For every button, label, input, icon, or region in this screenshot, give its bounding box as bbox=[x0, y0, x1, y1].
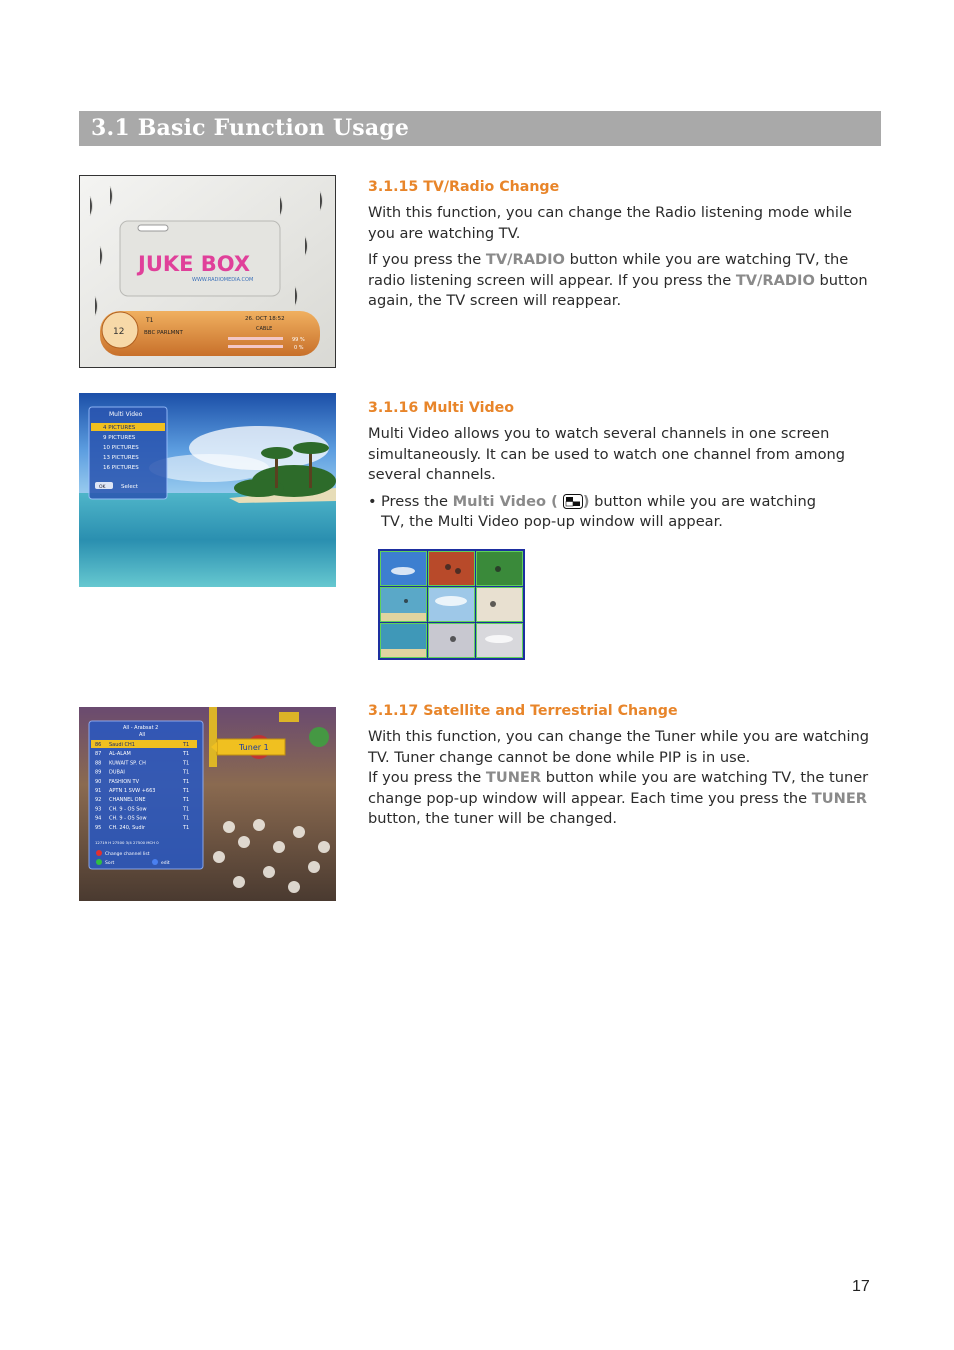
svg-text:edit: edit bbox=[161, 861, 170, 866]
paragraph: If you press the TUNER button while you are watching TV, the tuner change pop-up window will appear. Each time you press the TUNER button, the tuner will be changed. bbox=[368, 769, 869, 827]
channel-name: AL-ALAM bbox=[109, 751, 131, 758]
svg-text:Tuner 1: Tuner 1 bbox=[239, 743, 269, 752]
blue-key-icon bbox=[152, 859, 158, 865]
svg-text:OK: OK bbox=[99, 485, 106, 490]
channel-name: CH. 9 - OS Sow bbox=[109, 806, 147, 813]
section-tv-radio-change bbox=[368, 177, 880, 318]
channel-name: Saudi CH1 bbox=[109, 742, 135, 748]
multi-video-option: 10 PICTURES bbox=[103, 445, 139, 451]
jukebox-screenshot bbox=[79, 175, 336, 368]
channel-tag: T1 bbox=[183, 751, 190, 758]
multi-video-menu-screenshot bbox=[79, 393, 336, 587]
channel-tag: T1 bbox=[183, 806, 190, 813]
multi-video-title: Multi Video bbox=[109, 411, 143, 418]
channel-number: 86 bbox=[95, 742, 102, 748]
channel-number: 91 bbox=[95, 788, 102, 794]
paragraph: With this function, you can change the Radio listening mode while you are watching TV. bbox=[368, 204, 852, 242]
channel-tag: T1 bbox=[183, 815, 190, 822]
tuner-change-screenshot bbox=[79, 707, 336, 901]
svg-text:Select: Select bbox=[121, 484, 138, 490]
section-satellite-terrestrial-change bbox=[368, 701, 880, 836]
subsection-heading: 3.1.15 TV/Radio Change bbox=[368, 179, 560, 195]
page-number: 17 bbox=[852, 1278, 870, 1295]
channel-highlight bbox=[91, 740, 197, 748]
tv-radio-keyword: TV/RADIO bbox=[735, 271, 815, 289]
svg-text:12719 H 27500 3/4 27500 MCH 0: 12719 H 27500 3/4 27500 MCH 0 bbox=[95, 840, 159, 845]
subsection-heading: 3.1.17 Satellite and Terrestrial Change bbox=[368, 703, 678, 719]
bullet-item: • Press the Multi Video ( ) button while you are watching TV, the Multi Video pop-up window will appear. bbox=[368, 492, 880, 533]
red-key-icon bbox=[96, 850, 102, 856]
channel-number: 92 bbox=[95, 797, 102, 804]
channel-tag: T1 bbox=[183, 788, 190, 794]
section-multi-video bbox=[368, 398, 880, 533]
channel-tag: T1 bbox=[183, 742, 190, 748]
channel-name: DUBAI bbox=[109, 769, 125, 776]
svg-text:WWW.RADIOMEDIA.COM: WWW.RADIOMEDIA.COM bbox=[192, 277, 254, 283]
multi-video-option: 9 PICTURES bbox=[103, 435, 136, 441]
multi-video-grid-screenshot bbox=[378, 549, 525, 660]
section-title: 3.1 Basic Function Usage bbox=[91, 115, 410, 141]
svg-text:99 %: 99 % bbox=[292, 337, 305, 343]
channel-number: 93 bbox=[95, 806, 102, 813]
bullet-dot: • bbox=[368, 492, 377, 510]
channel-number: 95 bbox=[95, 824, 102, 831]
svg-text:CABLE: CABLE bbox=[256, 326, 273, 332]
channel-name: CH. 240, Sudir bbox=[109, 824, 146, 831]
svg-text:26. OCT 18:52: 26. OCT 18:52 bbox=[245, 316, 285, 322]
channel-tag: T1 bbox=[183, 760, 190, 767]
channel-number: 88 bbox=[95, 760, 102, 767]
multi-video-option: 13 PICTURES bbox=[103, 455, 139, 461]
channel-list-title: All - Arabsat 2 bbox=[123, 725, 159, 731]
multi-video-option: 16 PICTURES bbox=[103, 465, 139, 471]
channel-name: APTN 1 SVW +663 bbox=[109, 788, 156, 794]
paragraph: If you press the TV/RADIO button while you are watching TV, the radio listening screen will appear. If you press the TV/RADIO button again, the TV screen will reappear. bbox=[368, 251, 868, 309]
channel-number: 89 bbox=[95, 769, 102, 776]
paragraph: Multi Video allows you to watch several channels in one screen simultaneously. It can be used to watch one channel from among several channels. bbox=[368, 425, 846, 483]
section-header-bar bbox=[79, 111, 881, 146]
channel-name: FASHION TV bbox=[109, 778, 139, 785]
multi-video-button-icon bbox=[563, 494, 583, 509]
channel-number: 87 bbox=[95, 751, 102, 758]
svg-text:Change channel list: Change channel list bbox=[105, 852, 150, 857]
svg-text:0 %: 0 % bbox=[294, 345, 304, 351]
green-key-icon bbox=[96, 859, 102, 865]
channel-name: CHANNEL ONE bbox=[109, 797, 146, 804]
channel-name: KUWAIT SP. CH bbox=[109, 760, 146, 767]
paragraph: With this function, you can change the Tuner while you are watching TV. Tuner change cannot be done while PIP is in use. bbox=[368, 728, 870, 766]
svg-text:Sort: Sort bbox=[105, 861, 115, 866]
channel-tag: T1 bbox=[183, 797, 190, 804]
channel-number: 90 bbox=[95, 778, 102, 785]
channel-tag: T1 bbox=[183, 778, 190, 785]
channel-number: 94 bbox=[95, 815, 102, 822]
svg-text:BBC PARLMNT: BBC PARLMNT bbox=[144, 330, 183, 336]
channel-tag: T1 bbox=[183, 769, 190, 776]
subsection-heading: 3.1.16 Multi Video bbox=[368, 400, 514, 416]
tv-radio-keyword: TV/RADIO bbox=[485, 251, 565, 268]
multi-video-option: 4 PICTURES bbox=[103, 425, 136, 431]
channel-tag: T1 bbox=[183, 824, 190, 831]
svg-text:T1: T1 bbox=[146, 317, 154, 324]
svg-text:All: All bbox=[139, 732, 146, 738]
channel-number: 12 bbox=[113, 327, 125, 337]
tuner-keyword: TUNER bbox=[811, 789, 868, 807]
jukebox-logo: JUKE BOX bbox=[138, 252, 251, 276]
tuner-keyword: TUNER bbox=[485, 769, 542, 786]
multi-video-keyword: Multi Video ( ) bbox=[452, 492, 590, 510]
channel-name: CH. 9 - OS Sow bbox=[109, 815, 147, 822]
